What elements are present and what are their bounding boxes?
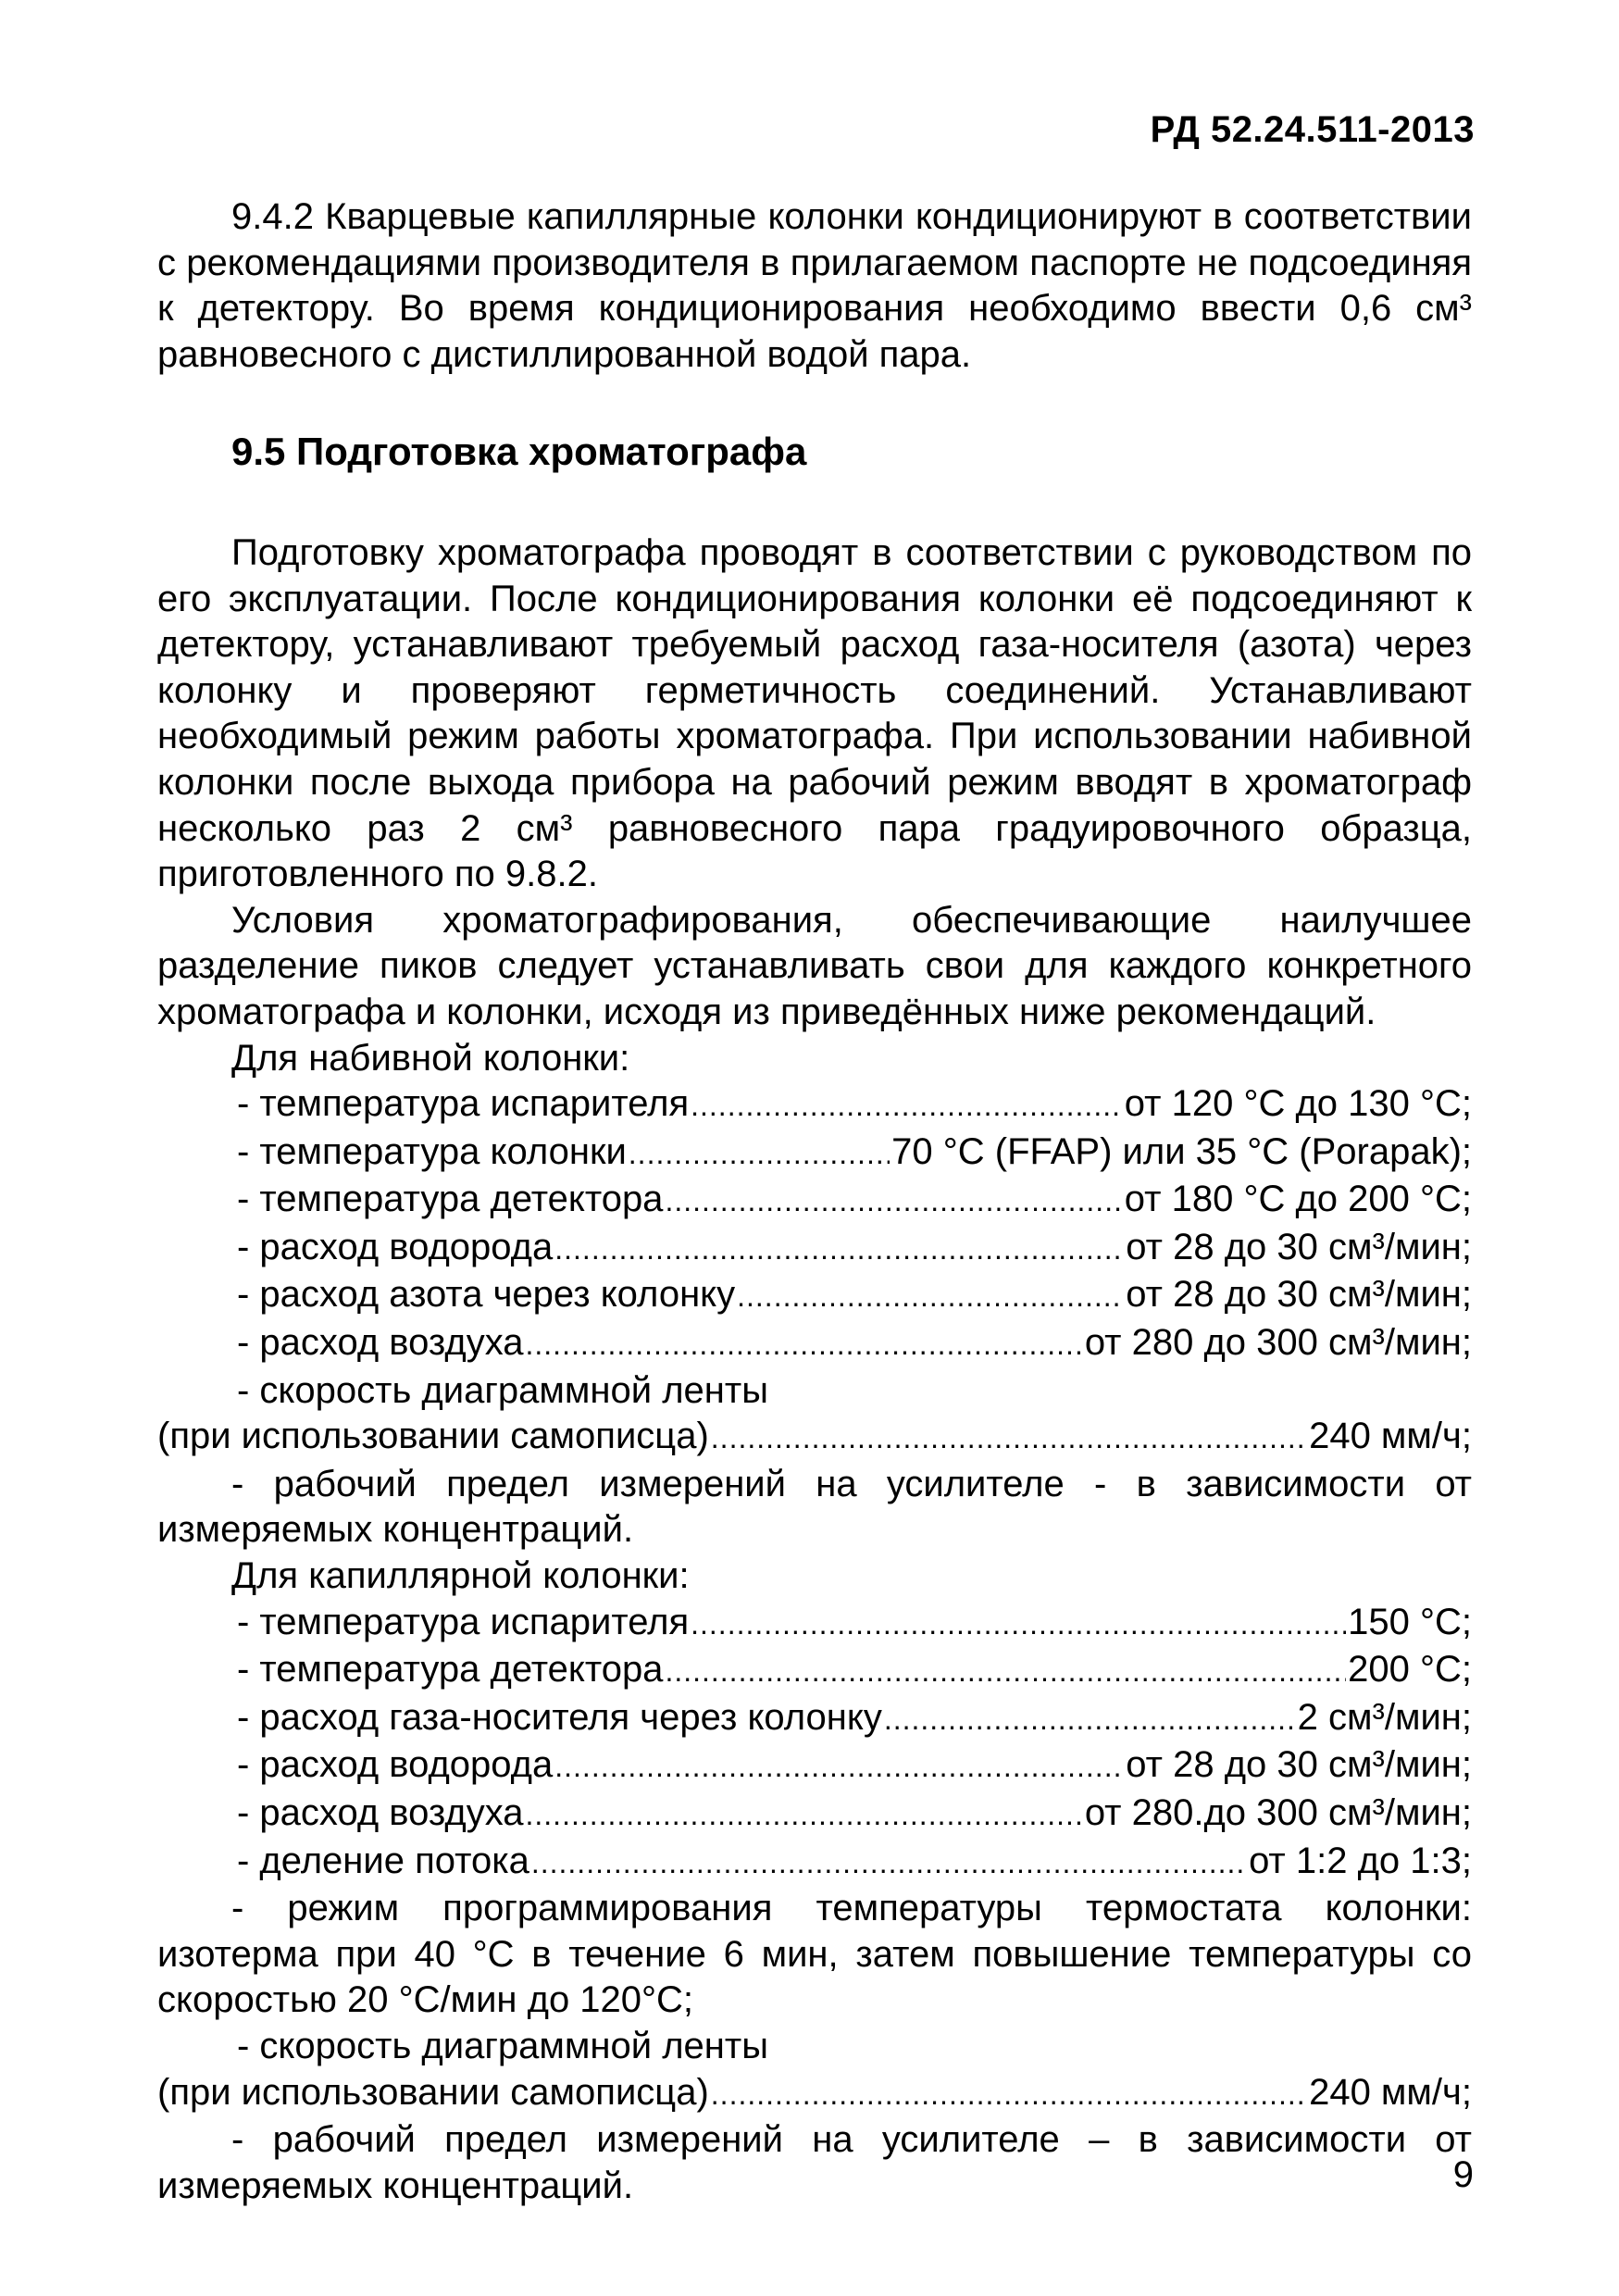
param-value: 2 см³/мин; <box>1297 1696 1472 1738</box>
leader-dots <box>665 1179 1122 1225</box>
param-name: - температура испарителя <box>237 1601 690 1642</box>
param-name: - расход газа-носителя через колонку <box>237 1696 882 1738</box>
param-value: от 28 до 30 см³/мин; <box>1126 1744 1472 1786</box>
leader-dots <box>691 1083 1123 1129</box>
param-value: от 180 °С до 200 °С; <box>1124 1179 1472 1220</box>
param-value: от 120 °С до 130 °С; <box>1124 1083 1472 1125</box>
paragraph-preparation: Подготовку хроматографа проводят в соответствии с руководством по его эксплуатации. После кондиционирования колонки её подсоединяют к детектору, устанавливают требуемый расход газа-носителя (азота) через колонку и проверяют герметичность соединений. Устанавливают необходимый режим работы хроматографа. При использовании набивной колонки после выхода прибора на рабочий режим вводят в хроматограф несколько раз 2 см³ равновесного пара градуировочного образца, приготовленного по 9.8.2. <box>157 531 1472 895</box>
packed-row <box>157 1272 1472 1320</box>
packed-row <box>157 1225 1472 1273</box>
param-value: 240 мм/ч; <box>1309 2071 1472 2113</box>
param-value: 240 мм/ч; <box>1309 1416 1472 1457</box>
capillary-column-label: Для капиллярной колонки: <box>231 1555 690 1597</box>
paragraph-9-4-2: 9.4.2 Кварцевые капиллярные колонки кондиционируют в соответствии с рекомендациями производителя в прилагаемом паспорте не подсоединяя к детектору. Во время кондиционирования необходимо ввести 0,6 см³ равновесного с дистиллированной водой пара. <box>157 196 1472 375</box>
leader-dots <box>526 1322 1083 1368</box>
param-value: 150 °С; <box>1348 1601 1472 1642</box>
page-number: 9 <box>1452 2154 1474 2195</box>
leader-dots <box>629 1131 890 1178</box>
packed-row <box>157 1320 1472 1368</box>
param-name: - расход воздуха <box>237 1322 524 1364</box>
param-value: 70 °С (FFAP) или 35 °С (Porapak); <box>891 1130 1472 1172</box>
leader-dots <box>554 1227 1124 1273</box>
leader-dots <box>665 1649 1346 1695</box>
param-name: - деление потока <box>237 1840 529 1881</box>
param-name: - температура детектора <box>237 1179 664 1220</box>
param-value: от 28 до 30 см³/мин; <box>1126 1274 1472 1316</box>
leader-dots <box>526 1792 1083 1839</box>
capillary-program-note: - режим программирования температуры термостата колонки: изотерма при 40 °С в течение 6 мин, затем повышение температуры со скоростью 20 °С/мин до 120°С; <box>157 1888 1472 2021</box>
page-content <box>157 194 1472 2209</box>
param-name: (при использовании самописца) <box>157 1416 709 1457</box>
leader-dots <box>884 1697 1296 1743</box>
param-name: (при использовании самописца) <box>157 2071 709 2113</box>
packed-row <box>157 1081 1472 1129</box>
packed-column-label: Для набивной колонки: <box>231 1037 630 1079</box>
leader-dots <box>691 1602 1346 1648</box>
capillary-range-note: - рабочий предел измерений на усилителе – в зависимости от измеряемых концентраций. <box>157 2119 1472 2206</box>
param-name: - расход воздуха <box>237 1792 524 1833</box>
param-name: - температура детектора <box>237 1649 664 1691</box>
packed-range-note: - рабочий предел измерений на усилителе - в зависимости от измеряемых концентраций. <box>157 1463 1472 1551</box>
leader-dots <box>737 1274 1124 1320</box>
leader-dots <box>711 2072 1307 2118</box>
packed-tape-row <box>157 1414 1472 1462</box>
capillary-tape-row <box>157 2070 1472 2118</box>
param-name: - температура испарителя <box>237 1083 690 1125</box>
leader-dots <box>531 1841 1247 1887</box>
param-name: - расход водорода <box>237 1226 554 1267</box>
capillary-row <box>157 1695 1472 1743</box>
param-value: от 280 до 300 см³/мин; <box>1084 1322 1472 1364</box>
packed-tape-label: - скорость диаграммной ленты <box>237 1369 768 1411</box>
capillary-row <box>157 1839 1472 1887</box>
leader-dots <box>554 1744 1124 1791</box>
capillary-row <box>157 1742 1472 1791</box>
param-name: - температура колонки <box>237 1130 627 1172</box>
param-value: 200 °С; <box>1348 1649 1472 1691</box>
packed-row <box>157 1129 1472 1178</box>
param-name: - расход азота через колонку <box>237 1274 736 1316</box>
param-name: - расход водорода <box>237 1744 554 1786</box>
capillary-row <box>157 1647 1472 1695</box>
paragraph-conditions: Условия хроматографирования, обеспечивающие наилучшее разделение пиков следует устанавливать свои для каждого конкретного хроматографа и колонки, исходя из приведённых ниже рекомендаций. <box>157 899 1472 1032</box>
capillary-tape-label: - скорость диаграммной ленты <box>237 2025 768 2066</box>
capillary-row <box>157 1791 1472 1839</box>
section-heading: 9.5 Подготовка хроматографа <box>231 430 807 474</box>
document-code: РД 52.24.511-2013 <box>1150 109 1475 150</box>
leader-dots <box>711 1416 1307 1462</box>
param-value: от 28 до 30 см³/мин; <box>1126 1226 1472 1267</box>
packed-row <box>157 1177 1472 1225</box>
capillary-row <box>157 1600 1472 1648</box>
param-value: от 280.до 300 см³/мин; <box>1084 1792 1472 1833</box>
param-value: от 1:2 до 1:3; <box>1249 1840 1472 1881</box>
